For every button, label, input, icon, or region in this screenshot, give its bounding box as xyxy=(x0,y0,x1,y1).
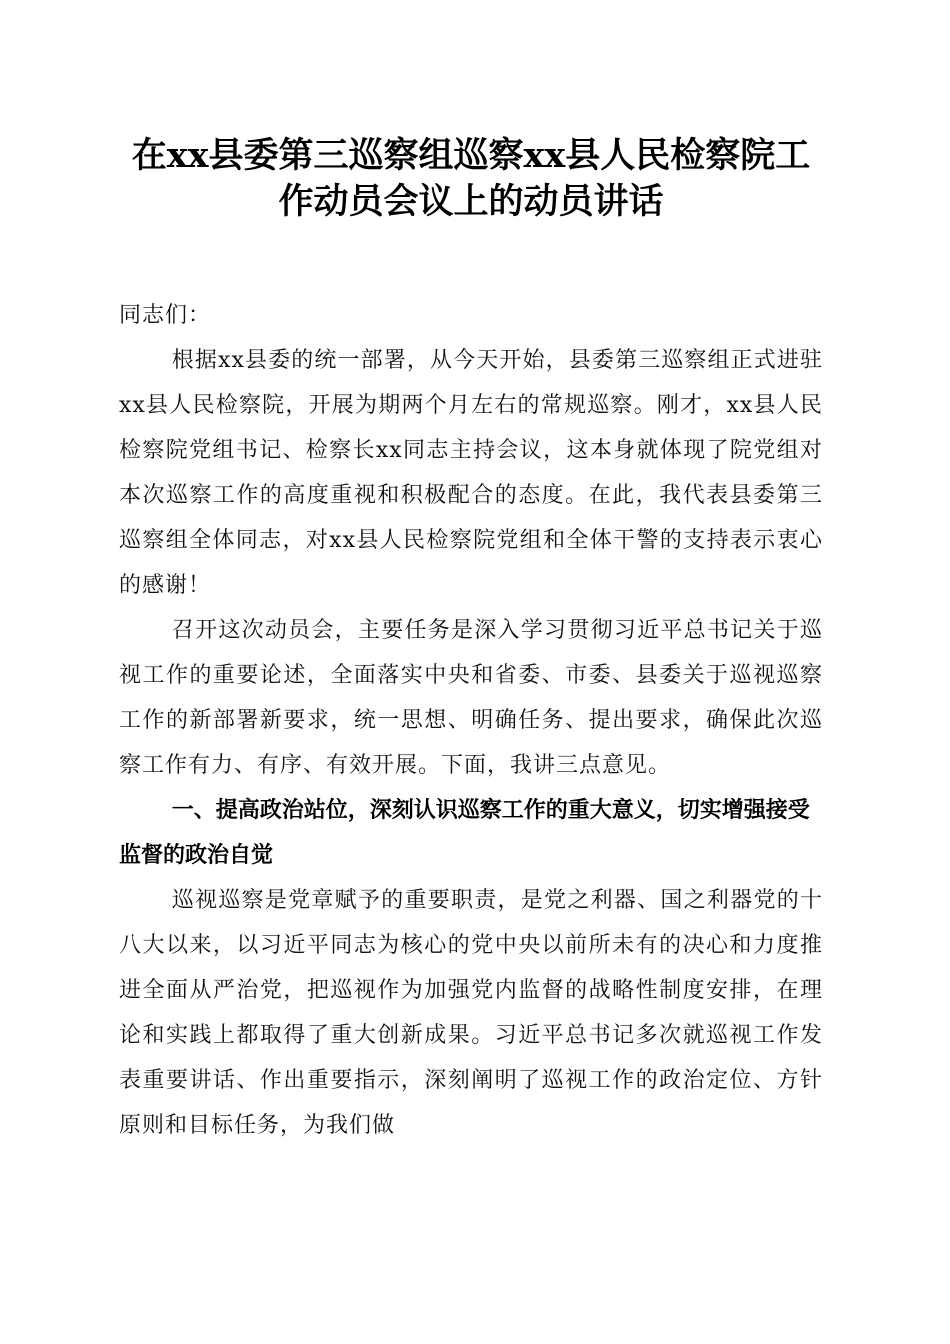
title-line-1: 在xx县委第三巡察组巡察xx县人民检察院工 xyxy=(131,135,811,176)
document-body xyxy=(119,293,823,1148)
paragraph-2: 召开这次动员会，主要任务是深入学习贯彻习近平总书记关于巡视工作的重要论述，全面落实中央和省委、市委、县委关于巡视巡察工作的新部署新要求，统一思想、明确任务、提出要求，确保此次巡察工作有力、有序、有效开展。下面，我讲三点意见。 xyxy=(119,618,823,778)
greeting: 同志们： xyxy=(119,303,212,328)
section-1-heading: 一、提高政治站位，深刻认识巡察工作的重大意义，切实增强接受监督的政治自觉 xyxy=(119,798,810,868)
document-title xyxy=(119,133,823,225)
document-page xyxy=(119,133,823,1148)
paragraph-1: 根据xx县委的统一部署，从今天开始，县委第三巡察组正式进驻xx县人民检察院，开展为期两个月左右的常规巡察。刚才，xx县人民检察院党组书记、检察长xx同志主持会议，这本身就体现了院党组对本次巡察工作的高度重视和积极配合的态度。在此，我代表县委第三巡察组全体同志，对xx县人民检察院党组和全体干警的支持表示衷心的感谢！ xyxy=(119,348,823,598)
title-line-2: 作动员会议上的动员讲话 xyxy=(278,181,664,222)
section-1-paragraph: 巡视巡察是党章赋予的重要职责，是党之利器、国之利器党的十八大以来，以习近平同志为核心的党中央以前所未有的决心和力度推进全面从严治党，把巡视作为加强党内监督的战略性制度安排，在理论和实践上都取得了重大创新成果。习近平总书记多次就巡视工作发表重要讲话、作出重要指示，深刻阐明了巡视工作的政治定位、方针原则和目标任务，为我们做 xyxy=(119,888,823,1138)
